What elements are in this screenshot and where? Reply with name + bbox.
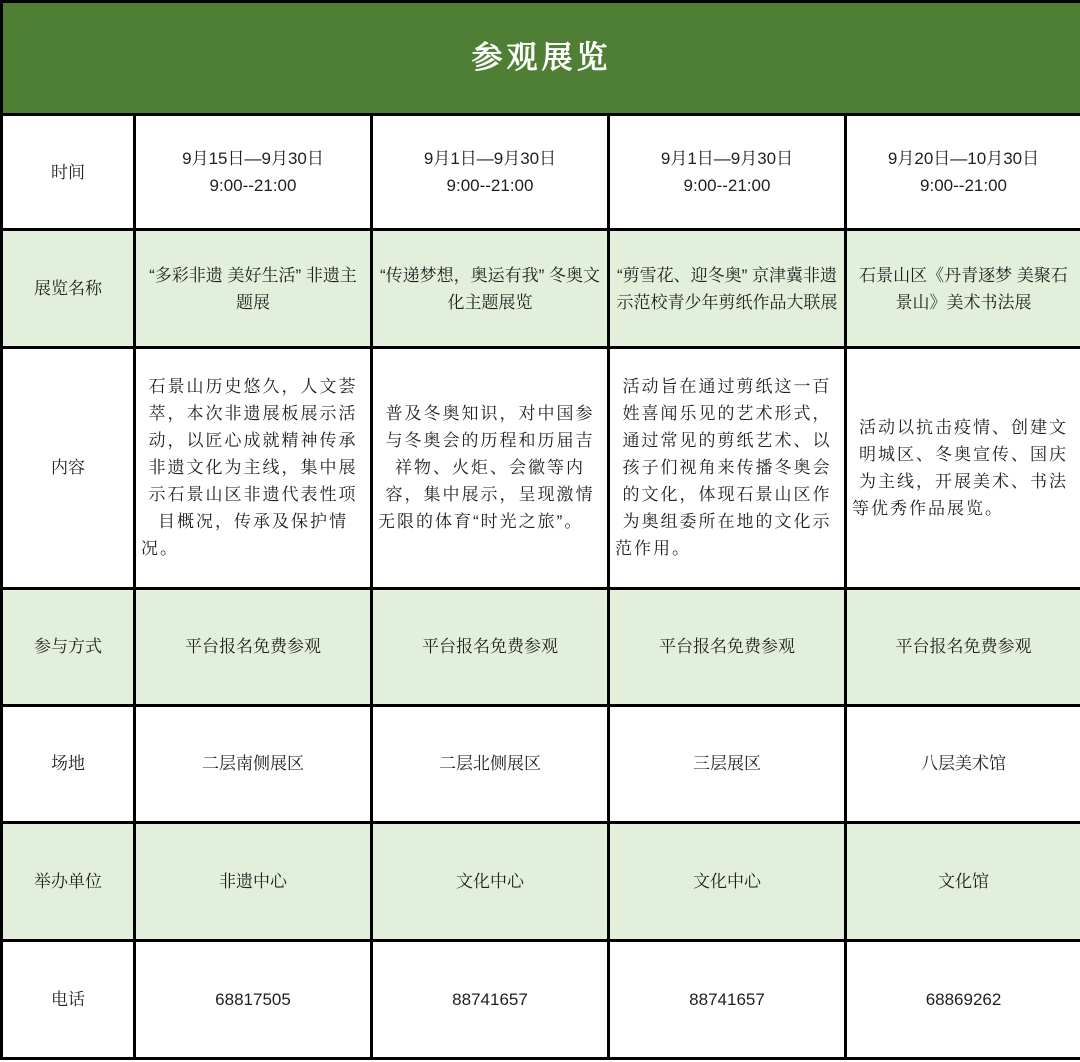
row-label-organizer: 举办单位 — [2, 822, 135, 940]
table-row-venue — [2, 705, 1080, 822]
table-cell: “多彩非遗 美好生活” 非遗主题展 — [135, 230, 372, 348]
table-cell: 68869262 — [846, 940, 1080, 1058]
table-cell: 文化中心 — [372, 822, 609, 940]
table-cell: 八层美术馆 — [846, 705, 1080, 822]
table-cell: 活动以抗击疫情、创建文明城区、冬奥宣传、国庆为主线，开展美术、书法等优秀作品展览。 — [846, 348, 1080, 588]
table-cell: 平台报名免费参观 — [846, 588, 1080, 705]
table-cell: 文化中心 — [609, 822, 846, 940]
table-cell: 石景山区《丹青逐梦 美聚石景山》美术书法展 — [846, 230, 1080, 348]
row-label-participation: 参与方式 — [2, 588, 135, 705]
table-row-time — [2, 115, 1080, 230]
page-title: 参观展览 — [2, 2, 1080, 115]
table-cell: 平台报名免费参观 — [609, 588, 846, 705]
table-cell: 石景山历史悠久，人文荟萃，本次非遗展板展示活动，以匠心成就精神传承非遗文化为主线，集中展示石景山区非遗代表性项目概况，传承及保护情况。 — [135, 348, 372, 588]
table-cell: 9月1日—9月30日 9:00--21:00 — [372, 115, 609, 230]
table-cell: “传递梦想，奥运有我” 冬奥文化主题展览 — [372, 230, 609, 348]
table-cell: 平台报名免费参观 — [135, 588, 372, 705]
table-row-organizer — [2, 822, 1080, 940]
row-label-content: 内容 — [2, 348, 135, 588]
table-cell: 二层南侧展区 — [135, 705, 372, 822]
table-row-phone — [2, 940, 1080, 1058]
table-cell: 二层北侧展区 — [372, 705, 609, 822]
row-label-time: 时间 — [2, 115, 135, 230]
table-cell: 非遗中心 — [135, 822, 372, 940]
table-cell: 88741657 — [372, 940, 609, 1058]
table-row-participation — [2, 588, 1080, 705]
table-cell: 活动旨在通过剪纸这一百姓喜闻乐见的艺术形式，通过常见的剪纸艺术、以孩子们视角来传播冬奥会的文化，体现石景山区作为奥组委所在地的文化示范作用。 — [609, 348, 846, 588]
table-cell: 9月20日—10月30日 9:00--21:00 — [846, 115, 1080, 230]
table-row-exhibition-name — [2, 230, 1080, 348]
table-cell: 9月15日—9月30日 9:00--21:00 — [135, 115, 372, 230]
table-cell: 普及冬奥知识，对中国参与冬奥会的历程和历届吉祥物、火炬、会徽等内容，集中展示，呈现激情无限的体育“时光之旅”。 — [372, 348, 609, 588]
table-cell: “剪雪花、迎冬奥” 京津冀非遗示范校青少年剪纸作品大联展 — [609, 230, 846, 348]
table-cell: 9月1日—9月30日 9:00--21:00 — [609, 115, 846, 230]
row-label-phone: 电话 — [2, 940, 135, 1058]
row-label-exhibition-name: 展览名称 — [2, 230, 135, 348]
table-row-content — [2, 348, 1080, 588]
table-cell: 68817505 — [135, 940, 372, 1058]
row-label-venue: 场地 — [2, 705, 135, 822]
table-title-bar — [2, 2, 1080, 115]
table-cell: 三层展区 — [609, 705, 846, 822]
table-cell: 88741657 — [609, 940, 846, 1058]
table-cell: 平台报名免费参观 — [372, 588, 609, 705]
table-cell: 文化馆 — [846, 822, 1080, 940]
